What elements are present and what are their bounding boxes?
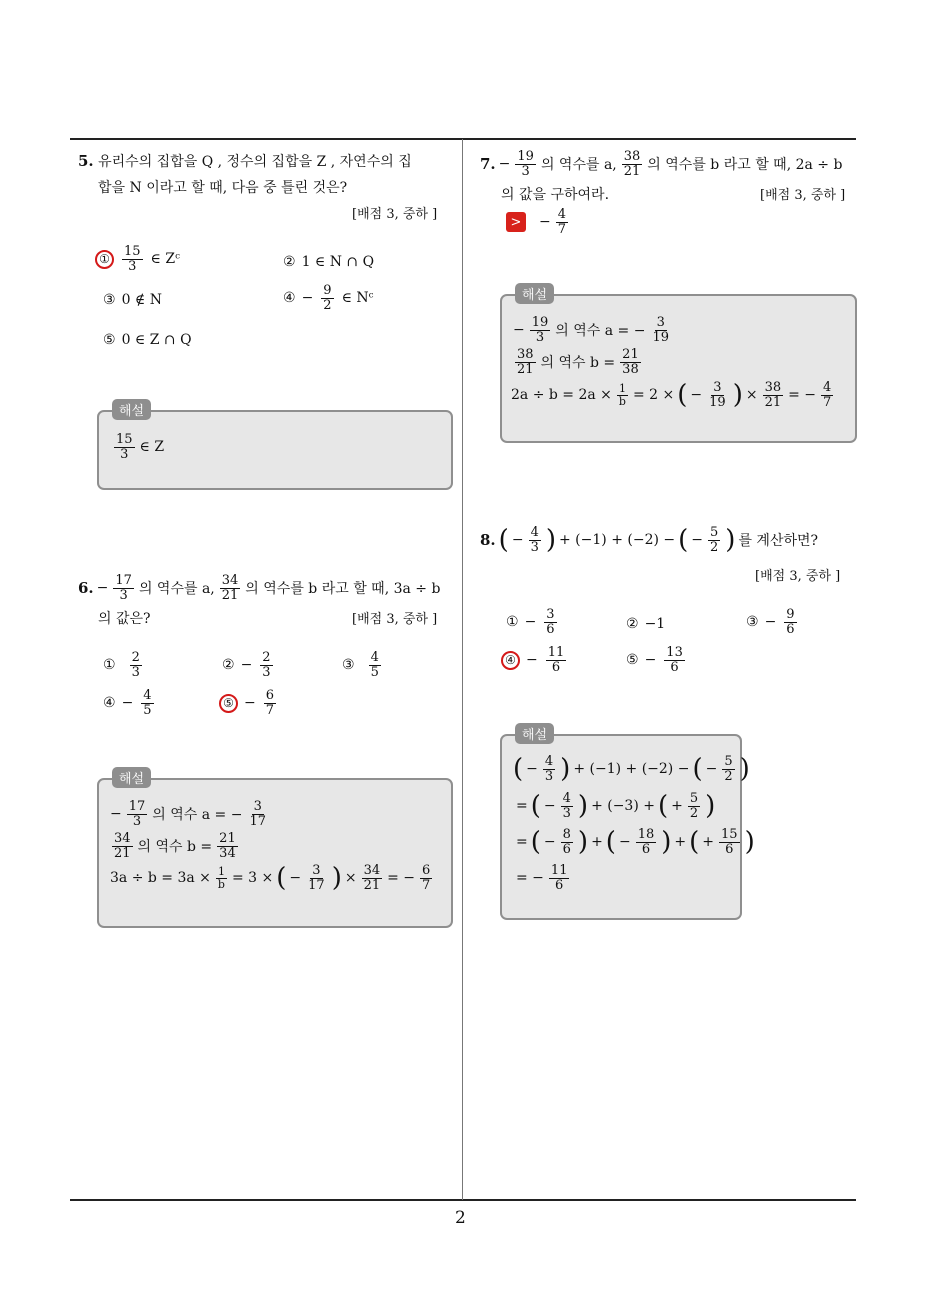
q6-line2: 의 값은?	[98, 611, 151, 627]
q6-line1: 6. − $\frac{17}{3}$ 의 역수를 a, $\frac{34}{21}$ 의 역수를 b 라고 할 때, 3a ÷ b	[78, 573, 441, 603]
q7-meta: [배점 3, 중하 ]	[760, 188, 846, 203]
q8-option-5[interactable]: ⑤ − $\frac{13}{6}$	[626, 645, 683, 675]
q8-option-3[interactable]: ③ − $\frac{9}{6}$	[746, 607, 795, 637]
q8-solution-label: 해설	[515, 723, 554, 744]
q8-line1: 8. ( − $\frac{4}{3}$ ) + (−1) + (−2) − ( − $\frac{5}{2}$ ) 를 계산하면?	[480, 525, 819, 556]
top-rule	[70, 138, 856, 140]
q7-line1: 7. − $\frac{19}{3}$ 의 역수를 a, $\frac{38}{21}$ 의 역수를 b 라고 할 때, 2a ÷ b	[480, 149, 843, 179]
q7-answer: > − $\frac{4}{7}$	[506, 208, 570, 236]
q5-option-4[interactable]: ④ − $\frac{9}{2}$ ∈ Nᶜ	[283, 283, 374, 313]
q5-option-5[interactable]: ⑤ 0 ∈ Z ∩ Q	[103, 332, 192, 348]
q6-solution-label: 해설	[112, 767, 151, 788]
q6-option-5[interactable]: ⑤ − $\frac{6}{7}$	[222, 689, 278, 717]
q5-line2: 합을 N 이라고 할 때, 다음 중 틀린 것은?	[98, 180, 348, 196]
q5-meta: [배점 3, 중하 ]	[352, 207, 438, 222]
q8-solution-line2: = ( − $\frac{4}{3}$ ) + (−3) + ( + $\frac{5}{2}$ )	[516, 791, 716, 822]
q8-solution-line4: = − $\frac{11}{6}$	[516, 863, 568, 893]
q5-solution-label: 해설	[112, 399, 151, 420]
selected-circle-icon: ①	[95, 250, 114, 269]
selected-circle-icon: ⑤	[219, 694, 238, 713]
q7-solution-line1: − $\frac{19}{3}$ 의 역수 a = − $\frac{3}{19}$	[513, 315, 670, 345]
q5-number: 5.	[78, 152, 94, 170]
column-divider	[462, 139, 463, 1200]
q5-option-1[interactable]: ① $\frac{15}{3}$ ∈ Zᶜ	[98, 245, 180, 273]
q6-option-3[interactable]: ③ $\frac{4}{5}$	[342, 650, 379, 680]
q8-solution-line1: ( − $\frac{4}{3}$ ) + (−1) + (−2) − ( − $\frac{5}{2}$ )	[513, 754, 750, 785]
q6-solution-line1: − $\frac{17}{3}$ 의 역수 a = − $\frac{3}{17}$	[110, 799, 267, 829]
q6-solution-line2: $\frac{34}{21}$ 의 역수 b = $\frac{21}{34}$	[114, 831, 236, 861]
q6-option-1[interactable]: ① $\frac{2}{3}$	[103, 650, 140, 680]
q7-solution-line3: 2a ÷ b = 2a × $\frac{1}{b}$ = 2 × ( − $\frac{3}{19}$ ) × $\frac{38}{21}$ = − $\frac{4}{7}$	[511, 380, 832, 411]
q8-meta: [배점 3, 중하 ]	[755, 569, 841, 584]
selected-circle-icon: ④	[501, 651, 520, 670]
page-number: 2	[455, 1208, 466, 1228]
q6-meta: [배점 3, 중하 ]	[352, 612, 438, 627]
q8-solution-line3: = ( − $\frac{8}{6}$ ) + ( − $\frac{18}{6}$ ) + ( + $\frac{15}{6}$ )	[516, 827, 755, 858]
q6-option-2[interactable]: ② − $\frac{2}{3}$	[222, 650, 271, 680]
q7-line2: 의 값을 구하여라.	[501, 187, 610, 203]
chevron-right-icon[interactable]: >	[506, 212, 526, 232]
q7-solution-line2: $\frac{38}{21}$ 의 역수 b = $\frac{21}{38}$	[517, 347, 639, 377]
bottom-rule	[70, 1199, 856, 1201]
q6-option-4[interactable]: ④ − $\frac{4}{5}$	[103, 688, 152, 718]
q7-solution-label: 해설	[515, 283, 554, 304]
q5-text1: 유리수의 집합을 Q , 정수의 집합을 Z , 자연수의 집	[98, 154, 412, 170]
q5-solution-text: $\frac{15}{3}$ ∈ Z	[116, 432, 165, 462]
q5-option-3[interactable]: ③ 0 ∉ N	[103, 292, 162, 308]
q5-line1	[78, 151, 412, 171]
fraction: $\frac{15}{3}$	[124, 244, 141, 274]
q8-option-4[interactable]: ④ − $\frac{11}{6}$	[504, 646, 568, 674]
fraction: $\frac{9}{2}$	[323, 283, 332, 313]
q5-option-2[interactable]: ② 1 ∈ N ∩ Q	[283, 254, 375, 270]
q8-option-1[interactable]: ① − $\frac{3}{6}$	[506, 607, 555, 637]
q8-option-2[interactable]: ② −1	[626, 616, 666, 632]
q6-solution-line3: 3a ÷ b = 3a × $\frac{1}{b}$ = 3 × ( − $\frac{3}{17}$ ) × $\frac{34}{21}$ = − $\frac{6}{7}$	[110, 863, 431, 894]
